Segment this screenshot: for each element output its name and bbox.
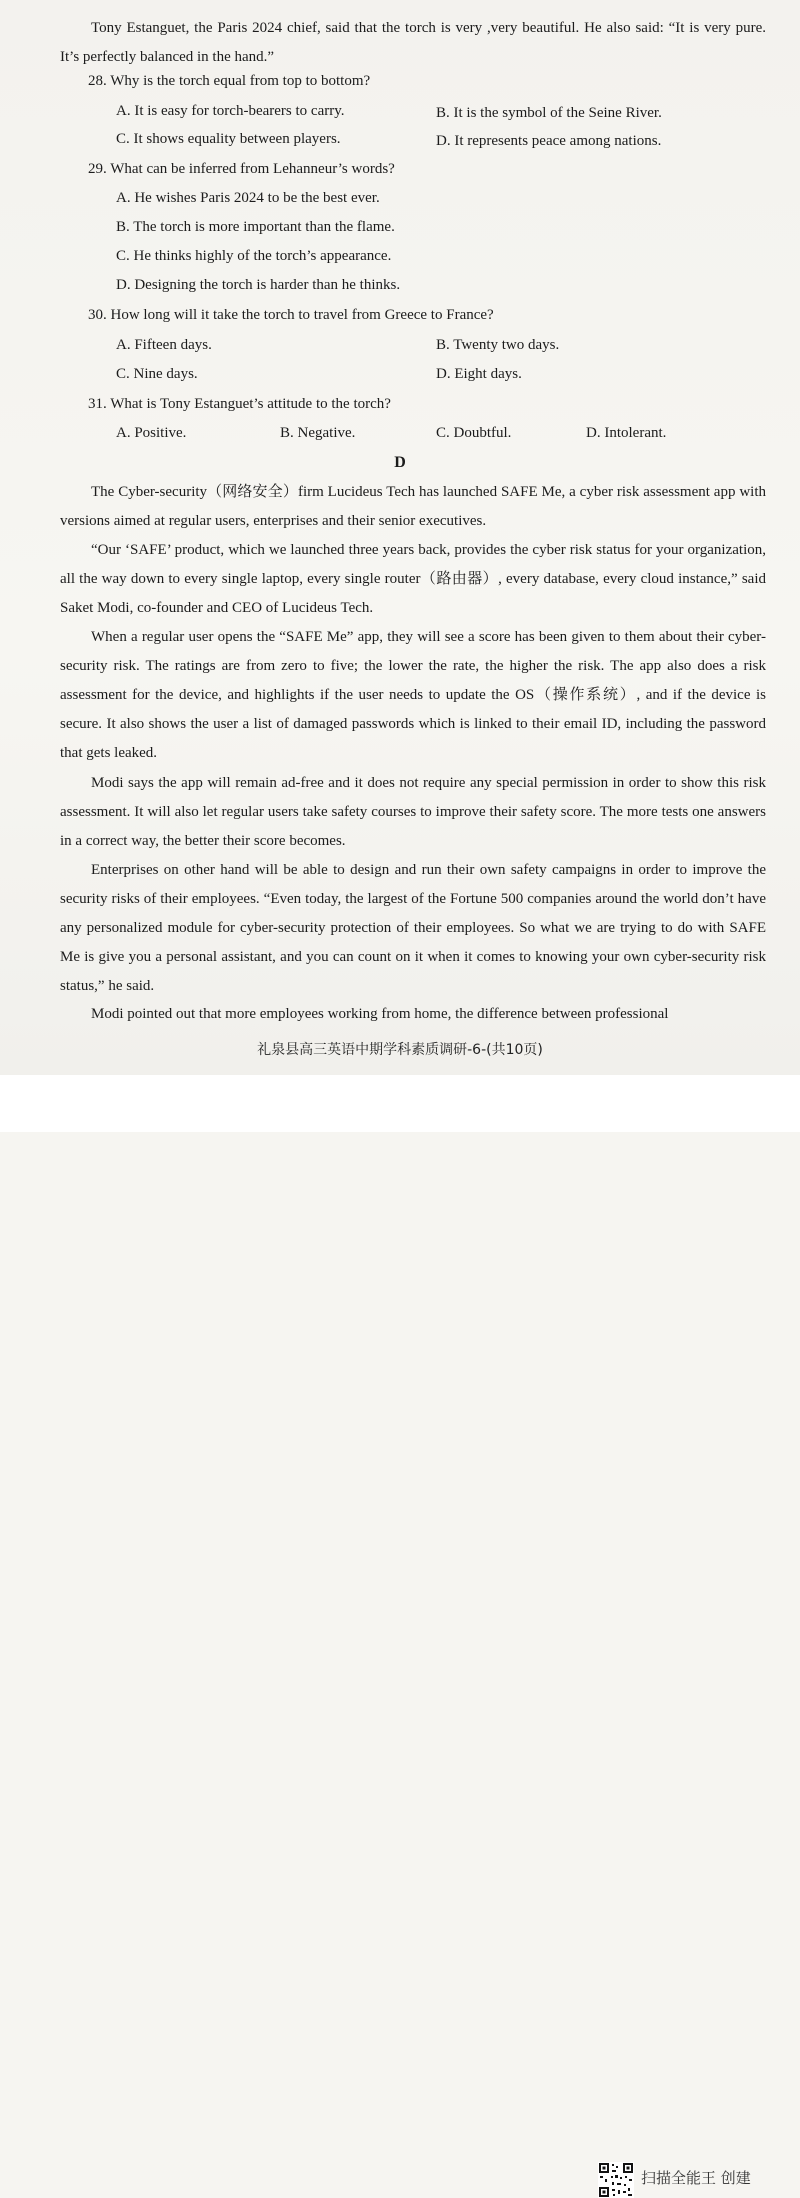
question-29-option-b: B. The torch is more important than the flame. xyxy=(116,219,395,235)
question-31-stem: 31. What is Tony Estanguet’s attitude to the torch? xyxy=(88,396,391,412)
section-heading: D xyxy=(394,454,406,471)
question-29-option-a: A. He wishes Paris 2024 to be the best ever. xyxy=(116,190,380,206)
question-31-option-a: A. Positive. xyxy=(116,425,187,441)
passage-paragraph-6: Modi pointed out that more employees working from home, the difference between professional xyxy=(91,1006,669,1022)
question-29-option-d: D. Designing the torch is harder than he thinks. xyxy=(116,277,401,293)
question-28-option-b: B. It is the symbol of the Seine River. xyxy=(436,105,662,121)
question-28-stem: 28. Why is the torch equal from top to bottom? xyxy=(88,73,371,89)
passage-paragraph-5: Enterprises on other hand will be able to design and run their own safety campaigns in order to improve the security risks of their employees. “Even today, the largest of the Fortune 500 companies around the world don’t have any personalized module for cyber-security protection of their employees. So what we are trying to do with SAFE Me is give you a personal assistant, and you can count on it when it comes to knowing your own cyber-security risk status,” he said. xyxy=(60,862,766,994)
passage-paragraph-1: The Cyber-security（网络安全）firm Lucideus Tech has launched SAFE Me, a cyber risk assessment app with versions aimed at regular users, enterprises and their senior executives. xyxy=(60,484,766,529)
question-29-option-c: C. He thinks highly of the torch’s appearance. xyxy=(116,248,392,264)
scanner-app-label: 扫描全能王 创建 xyxy=(641,2169,751,2187)
exam-page xyxy=(0,0,800,1075)
question-30-option-c: C. Nine days. xyxy=(116,366,198,382)
question-30-stem: 30. How long will it take the torch to travel from Greece to France? xyxy=(88,307,494,323)
passage-paragraph-3: When a regular user opens the “SAFE Me” app, they will see a score has been given to them about their cyber-security risk. The ratings are from zero to five; the lower the rate, the higher the risk. The app also does a risk assessment for the device, and highlights if the user needs to update the OS（操作系统）, and if the device is secure. It also shows the user a list of damaged passwords which is linked to their email ID, including the password that gets leaked. xyxy=(60,629,766,761)
question-29-stem: 29. What can be inferred from Lehanneur’s words? xyxy=(88,161,395,177)
passage-paragraph-2: “Our ‘SAFE’ product, which we launched three years back, provides the cyber risk status for your organization, all the way down to every single laptop, every single router（路由器）, every database, every cloud instance,” said Saket Modi, co-founder and CEO of Lucideus Tech. xyxy=(60,542,766,616)
page-footer: 礼泉县高三英语中期学科素质调研-6-(共10页) xyxy=(257,1042,543,1058)
question-30-option-d: D. Eight days. xyxy=(436,366,522,382)
question-28-option-a: A. It is easy for torch-bearers to carry. xyxy=(116,103,345,119)
question-28-option-d: D. It represents peace among nations. xyxy=(436,133,662,149)
qr-code-icon xyxy=(598,2162,634,2198)
question-31-option-b: B. Negative. xyxy=(280,425,356,441)
question-31-option-c: C. Doubtful. xyxy=(436,425,512,441)
passage-paragraph-4: Modi says the app will remain ad-free and it does not require any special permission in order to show this risk assessment. It will also let regular users take safety courses to improve their safety score. The more tests one answers in a correct way, the better their score becomes. xyxy=(60,775,766,849)
question-28-option-c: C. It shows equality between players. xyxy=(116,131,341,147)
question-30-option-b: B. Twenty two days. xyxy=(436,337,560,353)
scanner-watermark-strip xyxy=(0,1075,800,2187)
intro-paragraph: Tony Estanguet, the Paris 2024 chief, said that the torch is very ,very beautiful. He also said: “It is very pure. It’s perfectly balanced in the hand.” xyxy=(60,20,766,65)
question-31-option-d: D. Intolerant. xyxy=(586,425,667,441)
question-30-option-a: A. Fifteen days. xyxy=(116,337,212,353)
